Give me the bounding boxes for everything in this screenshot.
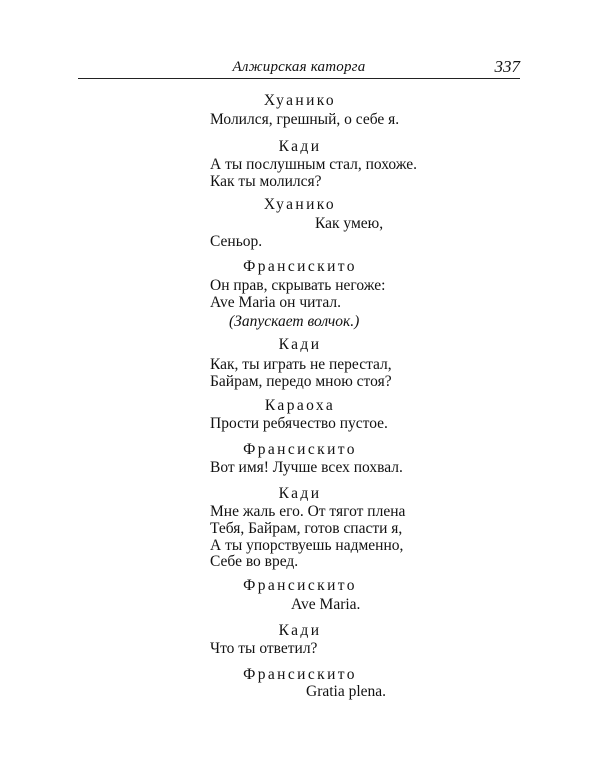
verse-line: Молился, грешный, о себе я. [210,111,400,128]
page-number: 337 [494,57,520,76]
verse-line: Gratia plena. [306,683,387,700]
verse-line: Как умею, [315,215,384,232]
verse-line: Он прав, скрывать негоже: [210,277,386,294]
verse-line: Тебя, Байрам, готов спасти я, [210,520,403,537]
speaker-name: Франсискито [243,441,357,458]
speaker-name: Кади [278,138,322,155]
verse-line: Что ты ответил? [210,640,318,657]
speaker-name: Хуанико [263,196,337,213]
speaker-name: Франсискито [243,577,357,594]
verse-line: А ты послушным стал, похоже. [210,156,418,173]
verse-line: Ave Maria он читал. [210,294,342,311]
verse-line: Мне жаль его. От тягот плена [210,503,406,520]
running-title: Алжирская каторга [232,59,366,75]
verse-line: Себе во вред. [210,553,299,570]
speaker-name: Кади [278,485,322,502]
speaker-name: Франсискито [243,666,357,683]
running-head [78,56,520,79]
verse-line: Байрам, передо мною стоя? [210,373,392,390]
speaker-name: Хуанико [263,92,337,109]
speaker-name: Франсискито [243,258,357,275]
verse-line: Прости ребячество пустое. [210,415,388,432]
speaker-name: Караоха [264,397,336,414]
verse-line: Как ты молился? [210,173,322,190]
verse-line: Ave Maria. [291,596,361,613]
verse-line: А ты упорствуешь надменно, [210,537,404,554]
speaker-name: Кади [278,622,322,639]
speaker-name: Кади [278,336,322,353]
verse-line: Сеньор. [210,233,263,250]
verse-line: Вот имя! Лучше всех похвал. [210,459,403,476]
verse-line: Как, ты играть не перестал, [210,356,392,373]
stage-direction: (Запускает волчок.) [229,313,360,330]
